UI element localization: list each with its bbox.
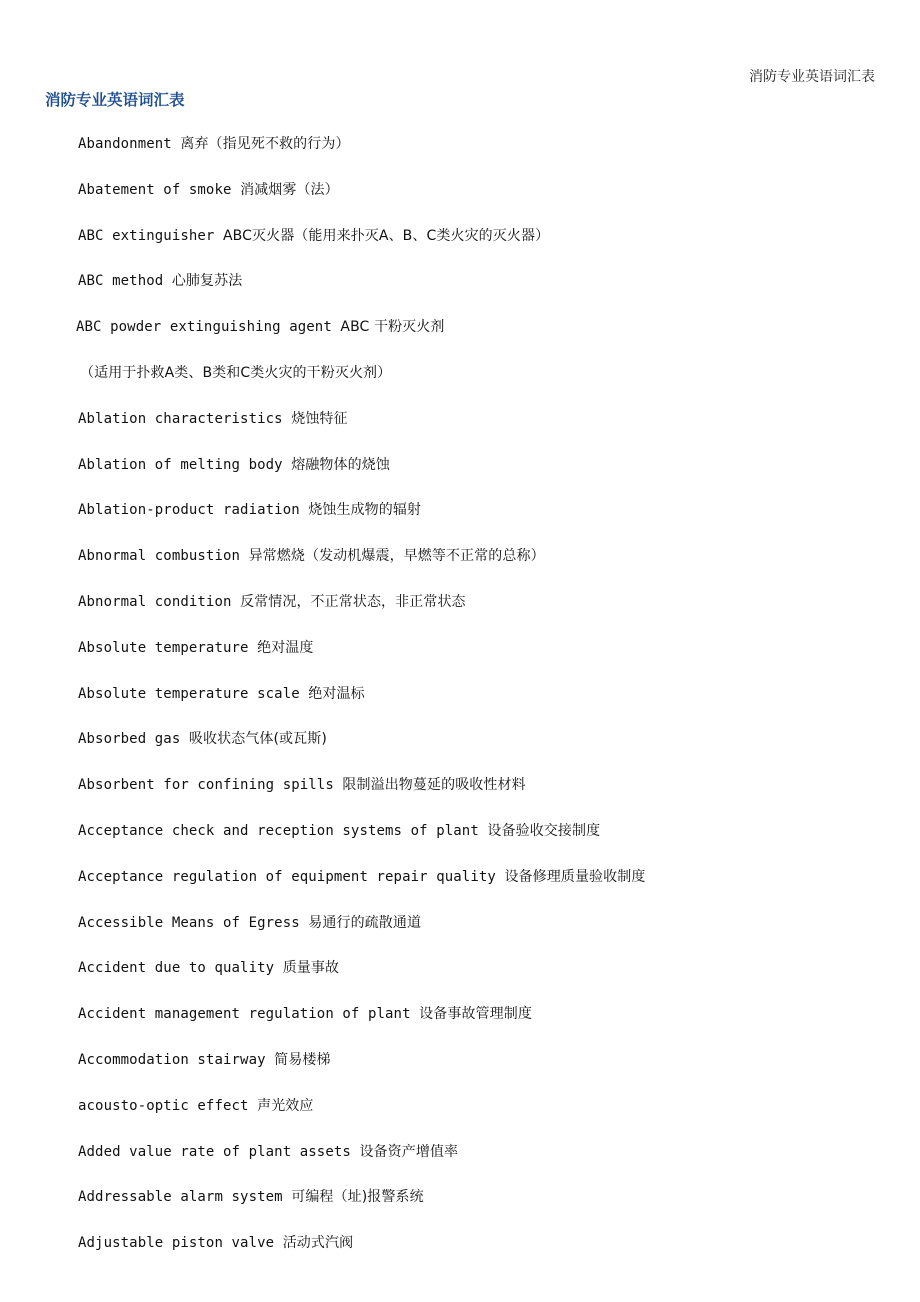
entry-translation: 消减烟雾（法） [240,181,339,198]
glossary-entry [78,175,880,221]
entry-translation: ABC灭火器（能用来扑灭A、B、C类火灾的灭火器） [223,227,550,244]
entry-term: Absolute temperature scale [78,685,300,702]
entry-translation: 设备资产增值率 [359,1143,459,1160]
entry-term: Abnormal condition [78,593,232,610]
glossary-entry [78,1137,880,1183]
glossary-entry [78,404,880,450]
entry-term: Accident management regulation of plant [78,1006,411,1023]
entry-translation: 设备验收交接制度 [487,822,601,839]
glossary-entry [78,724,880,770]
entry-term: Abatement of smoke [78,181,232,198]
entry-translation: 声光效应 [257,1097,314,1114]
entry-translation: 烧蚀特征 [291,410,348,427]
entry-term: ABC powder extinguishing agent [76,319,332,336]
glossary-entry [78,129,880,175]
entry-term: Ablation of melting body [78,456,283,473]
glossary-entry [78,587,880,633]
glossary-entry [78,999,880,1045]
entry-translation: 设备修理质量验收制度 [504,868,646,885]
entry-translation: 绝对温度 [257,639,314,656]
entry-term: Ablation characteristics [78,410,283,427]
glossary-entry [78,541,880,587]
glossary-entry [78,1045,880,1091]
entry-translation: 心肺复苏法 [171,273,243,290]
entry-translation: （适用于扑救A类、B类和C类火灾的干粉灭火剂） [80,364,392,381]
entry-translation: 活动式汽阀 [282,1235,354,1252]
document-title: 消防专业英语词汇表 [45,91,185,109]
glossary-entry [78,1228,880,1274]
glossary-entry [78,679,880,725]
entry-term: Absorbed gas [78,731,181,748]
entry-translation: 绝对温标 [308,685,365,702]
entry-translation: 可编程（址)报警系统 [291,1189,424,1206]
entry-term: ABC method [78,273,164,290]
entry-term: Acceptance regulation of equipment repair quality [78,868,496,885]
entry-term: Absolute temperature [78,639,249,656]
entry-term: Accommodation stairway [78,1051,266,1068]
glossary-entry [78,770,880,816]
entry-term: Absorbent for confining spills [78,777,334,794]
entry-translation: 设备事故管理制度 [419,1006,532,1023]
entry-term: Abandonment [78,136,172,152]
glossary-entry [78,266,880,312]
entry-term: Addressable alarm system [78,1189,283,1206]
entry-translation: 熔融物体的烧蚀 [291,456,390,473]
entry-translation: 质量事故 [282,960,340,977]
entry-translation: 易通行的疏散通道 [308,914,422,931]
glossary-entry-continuation [80,358,880,404]
glossary-entry [76,312,880,358]
glossary-entry [78,816,880,862]
entry-translation: 吸收状态气体(或瓦斯) [188,731,327,748]
glossary-entry [78,450,880,496]
entry-translation: 烧蚀生成物的辐射 [308,502,422,519]
entry-translation: ABC 干粉灭火剂 [340,319,445,336]
glossary-entry [78,633,880,679]
entry-translation: 异常燃烧（发动机爆震，早燃等不正常的总称） [248,548,545,565]
glossary-entry [78,495,880,541]
entry-translation: 限制溢出物蔓延的吸收性材料 [342,777,526,794]
entry-translation: 离弃（指见死不救的行为） [180,136,350,152]
entry-term: Ablation-product radiation [78,502,300,519]
glossary-entry [78,221,880,267]
entry-term: Abnormal combustion [78,548,241,565]
glossary-entry [78,908,880,954]
entry-term: Adjustable piston valve [78,1235,275,1252]
entry-translation: 简易楼梯 [274,1051,331,1068]
glossary-entry [78,1182,880,1228]
entry-term: Acceptance check and reception systems of plant [78,822,479,839]
entry-term: Accident due to quality [78,960,275,977]
glossary-entry [78,862,880,908]
glossary-list [78,129,880,1274]
glossary-entry [78,1091,880,1137]
entry-term: acousto-optic effect [78,1097,249,1114]
entry-term: Accessible Means of Egress [78,914,300,931]
entry-term: ABC extinguisher [78,227,215,244]
entry-translation: 反常情况，不正常状态，非正常状态 [240,593,466,610]
entry-term: Added value rate of plant assets [78,1143,351,1160]
glossary-entry [78,953,880,999]
running-header: 消防专业英语词汇表 [749,69,875,85]
